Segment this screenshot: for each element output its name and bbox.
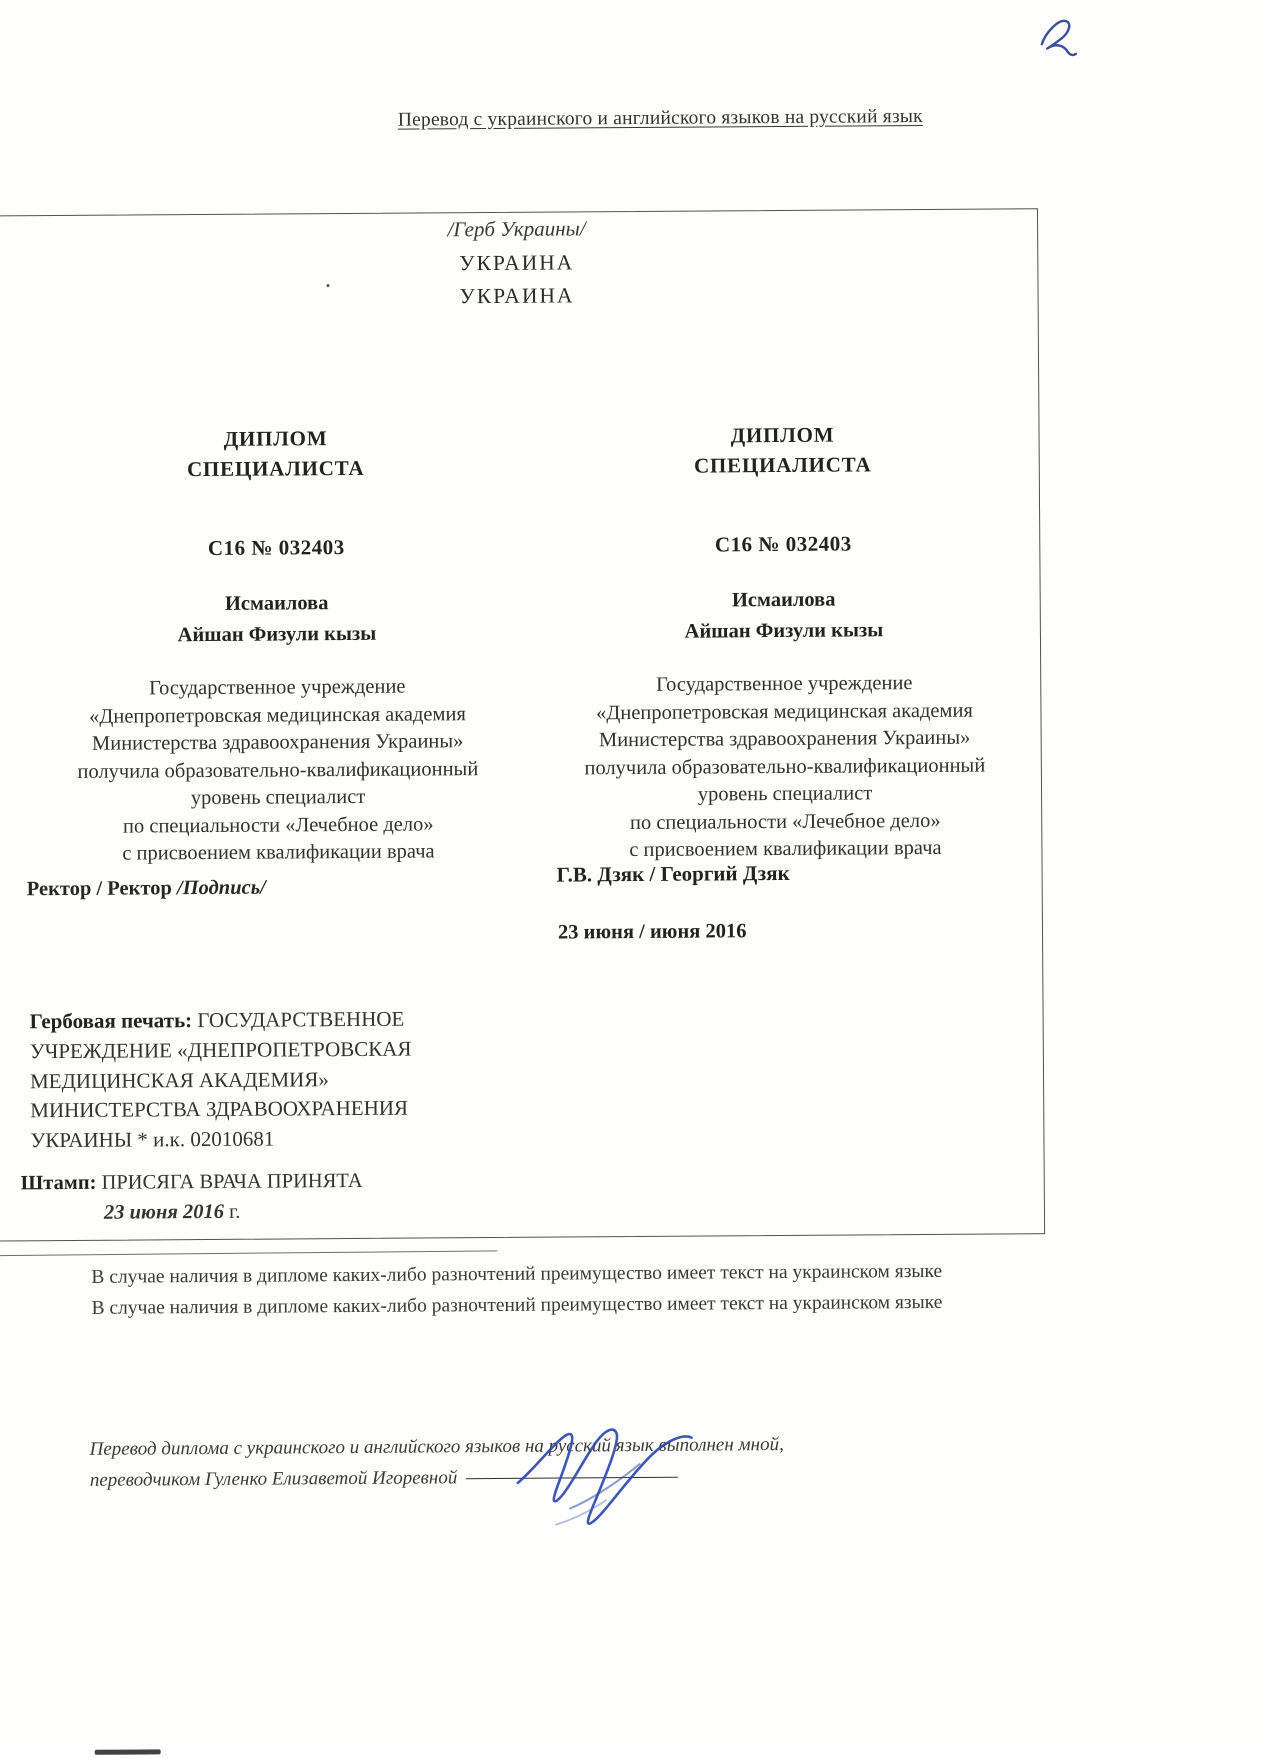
seal-line: МИНИСТЕРСТВА ЗДРАВООХРАНЕНИЯ xyxy=(30,1096,409,1123)
page-title: Перевод с украинского и английского языков на русский язык xyxy=(397,105,923,131)
diploma-body-text xyxy=(27,673,528,869)
seal-line: Гербовая печать: ГОСУДАРСТВЕННОЕ xyxy=(29,1006,405,1034)
translator-note-line1: Перевод диплома с украинского и английского языков на русский язык выполнен мной, xyxy=(89,1433,784,1460)
seal-transcription xyxy=(30,1004,501,1156)
emblem-note: /Герб Украины/ xyxy=(447,216,586,242)
diploma-serial-number: С16 № 032403 xyxy=(207,535,345,560)
body-line: с присвоением квалификации врача xyxy=(629,836,942,862)
body-line: получила образовательно-квалификационный xyxy=(77,757,479,783)
diploma-column-right xyxy=(532,418,1035,865)
body-line: уровень специалист xyxy=(697,782,873,806)
stamp-label: Штамп: xyxy=(20,1171,97,1195)
seal-line: УЧРЕЖДЕНИЕ «ДНЕПРОПЕТРОВСКАЯ xyxy=(29,1036,412,1064)
graduate-surname: Исмаилова xyxy=(224,592,329,615)
diploma-heading xyxy=(532,418,1032,481)
disclaimer-line: В случае наличия в дипломе каких-либо разночтений преимущество имеет текст на украинском языке xyxy=(91,1260,943,1288)
translator-note-line2: переводчиком Гуленко Елизаветой Игоревной xyxy=(90,1459,890,1496)
scan-artifact-line xyxy=(0,1250,497,1256)
diploma-heading xyxy=(25,422,525,485)
stamp-line: Штамп: ПРИСЯГА ВРАЧА ПРИНЯТА xyxy=(20,1169,363,1195)
stamp-date-suffix: г. xyxy=(229,1200,241,1223)
frame-header xyxy=(0,213,1038,316)
diploma-serial-number: С16 № 032403 xyxy=(714,531,852,557)
scan-edge-artifact xyxy=(95,1749,161,1754)
country-name-ru: УКРАИНА xyxy=(459,283,575,309)
body-line: Министерства здравоохранения Украины» xyxy=(598,726,971,752)
stamp-date: 23 июня 2016 xyxy=(103,1200,225,1224)
rector-signature-line xyxy=(27,877,266,902)
diploma-column-left xyxy=(25,422,528,869)
diploma-heading-line2: СПЕЦИАЛИСТА xyxy=(186,455,365,482)
rector-name: Г.В. Дзяк / Георгий Дзяк xyxy=(556,860,790,887)
handwritten-signature xyxy=(509,1419,725,1540)
body-line: Государственное учреждение xyxy=(655,672,913,696)
body-line: уровень специалист xyxy=(190,785,366,810)
graduate-surname: Исмаилова xyxy=(731,588,836,612)
rector-label: Ректор / Ректор xyxy=(26,877,172,901)
body-line: получила образовательно-квалификационный xyxy=(584,754,986,779)
body-line: «Днепропетровская медицинская академия xyxy=(89,702,466,728)
body-line: Министерства здравоохранения Украины» xyxy=(91,730,464,755)
seal-line: МЕДИЦИНСКАЯ АКАДЕМИЯ» xyxy=(29,1066,329,1093)
translator-note xyxy=(89,1428,889,1496)
handwritten-page-number xyxy=(1035,11,1085,69)
diploma-heading-line2: СПЕЦИАЛИСТА xyxy=(693,452,872,478)
graduate-given-names: Айшан Физули кызы xyxy=(177,622,377,647)
country-name-ua: УКРАИНА xyxy=(459,250,575,276)
diploma-heading-line1: ДИПЛОМ xyxy=(730,422,835,448)
disclaimer-block xyxy=(91,1256,1091,1324)
issue-date: 23 июня / июня 2016 xyxy=(557,920,747,944)
body-line: по специальности «Лечебное дело» xyxy=(629,809,941,834)
body-line: Государственное учреждение xyxy=(149,675,406,700)
graduate-given-names: Айшан Физули кызы xyxy=(684,619,884,643)
body-line: «Днепропетровская медицинская академия xyxy=(596,699,973,724)
seal-line: УКРАИНЫ * и.к. 02010681 xyxy=(30,1126,275,1153)
stamp-date-line xyxy=(104,1195,491,1228)
diploma-body-text xyxy=(534,669,1035,865)
graduate-name xyxy=(534,583,1034,648)
diploma-heading-line1: ДИПЛОМ xyxy=(223,426,328,451)
signature-placeholder-note: /Подпись/ xyxy=(176,876,266,900)
graduate-name xyxy=(27,587,527,652)
body-line: с присвоением квалификации врача xyxy=(122,840,435,865)
disclaimer-line: В случае наличия в дипломе каких-либо разночтений преимущество имеет текст на украинском языке xyxy=(91,1291,943,1319)
body-line: по специальности «Лечебное дело» xyxy=(122,812,434,838)
stamp-transcription xyxy=(21,1165,491,1228)
seal-label: Гербовая печать: xyxy=(29,1008,193,1034)
